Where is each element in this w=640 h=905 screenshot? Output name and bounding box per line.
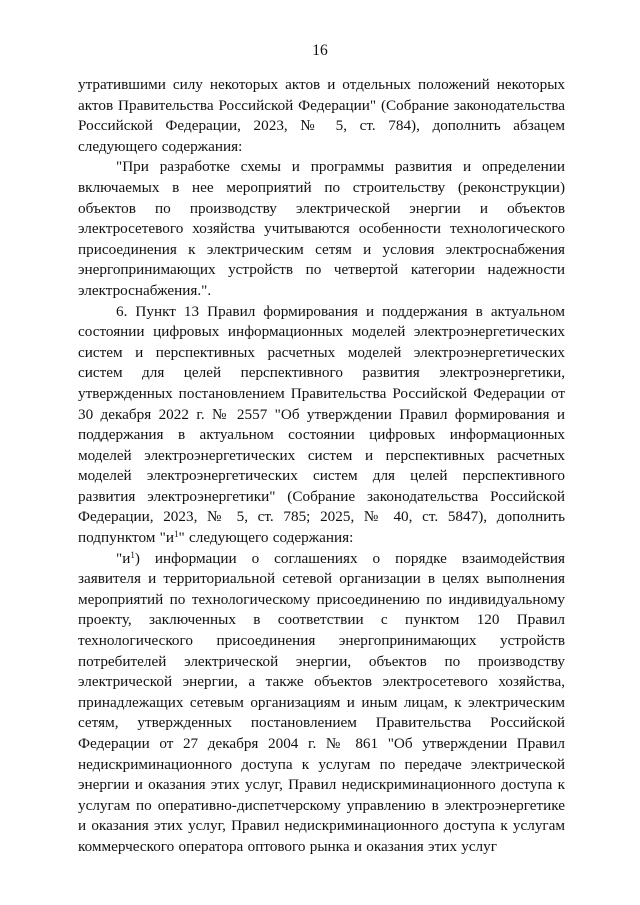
page-number: 16 [312, 42, 328, 59]
superscript-index: 1 [130, 549, 135, 560]
document-body [78, 75, 565, 858]
paragraph-text: 6. Пункт 13 Правил формирования и поддержания в актуальном состоянии цифровых информационных моделей электроэнергетических систем и перспективных расчетных моделей электроэнергетических систем для целей перспективного развития электроэнергетики, утвержденных постановлением Правительства Российской Федерации от 30 декабря 2022 г. № 2557 "Об утверждении Правил формирования и поддержания в актуальном состоянии цифровых информационных моделей электроэнергетических систем и перспективных расчетных моделей электроэнергетических систем для целей перспективного развития электроэнергетики" (Собрание законодательства Российской Федерации, 2023, № 5, ст. 785; 2025, № 40, ст. 5847), дополнить подпунктом "и [78, 302, 565, 547]
superscript-index: 1 [174, 529, 179, 540]
paragraph-text-start: "и [116, 549, 131, 567]
paragraph-text: ) информации о соглашениях о порядке взаимодействия заявителя и территориальной сетевой организации в целях выполнения мероприятий по технологическому присоединению по индивидуальному проекту, заключенных в соответствии с пунктом 120 Правил технологического присоединения энергопринимающих устройств потребителей электрической энергии, объектов по производству электрической энергии, а также объектов электросетевого хозяйства, принадлежащих сетевым организациям и иным лицам, к электрическим сетям, утвержденных постановлением Правительства Российской Федерации от 27 декабря 2004 г. № 861 "Об утверждении Правил недискриминационного доступа к услугам по передаче электрической энергии и оказания этих услуг, Правил недискриминационного доступа к услугам по оперативно-диспетчерскому управлению в электроэнергетике и оказания этих услуг, Правил недискриминационного доступа к услугам коммерческого оператора оптового рынка и оказания этих услуг [78, 549, 565, 855]
paragraph-subitem-i1 [78, 549, 565, 858]
paragraph-text: утратившими силу некоторых актов и отдельных положений некоторых актов Правительства Российской Федерации" (Собрание законодательства Российской Федерации, 2023, № 5, ст. 784), дополнить абзацем следующего содержания: [78, 76, 565, 155]
paragraph-text: "При разработке схемы и программы развития и определении включаемых в нее мероприятий по строительству (реконструкции) объектов по производству электрической энергии и объектов электросетевого хозяйства учитываются особенности технологического присоединения к электрическим сетям и условия электроснабжения энергопринимающих устройств по четвертой категории надежности электроснабжения.". [78, 158, 565, 299]
paragraph-item-6 [78, 302, 565, 549]
paragraph-quoted-addition [78, 157, 565, 301]
paragraph-continuation [78, 75, 565, 157]
paragraph-text-end: " следующего содержания: [178, 529, 354, 547]
